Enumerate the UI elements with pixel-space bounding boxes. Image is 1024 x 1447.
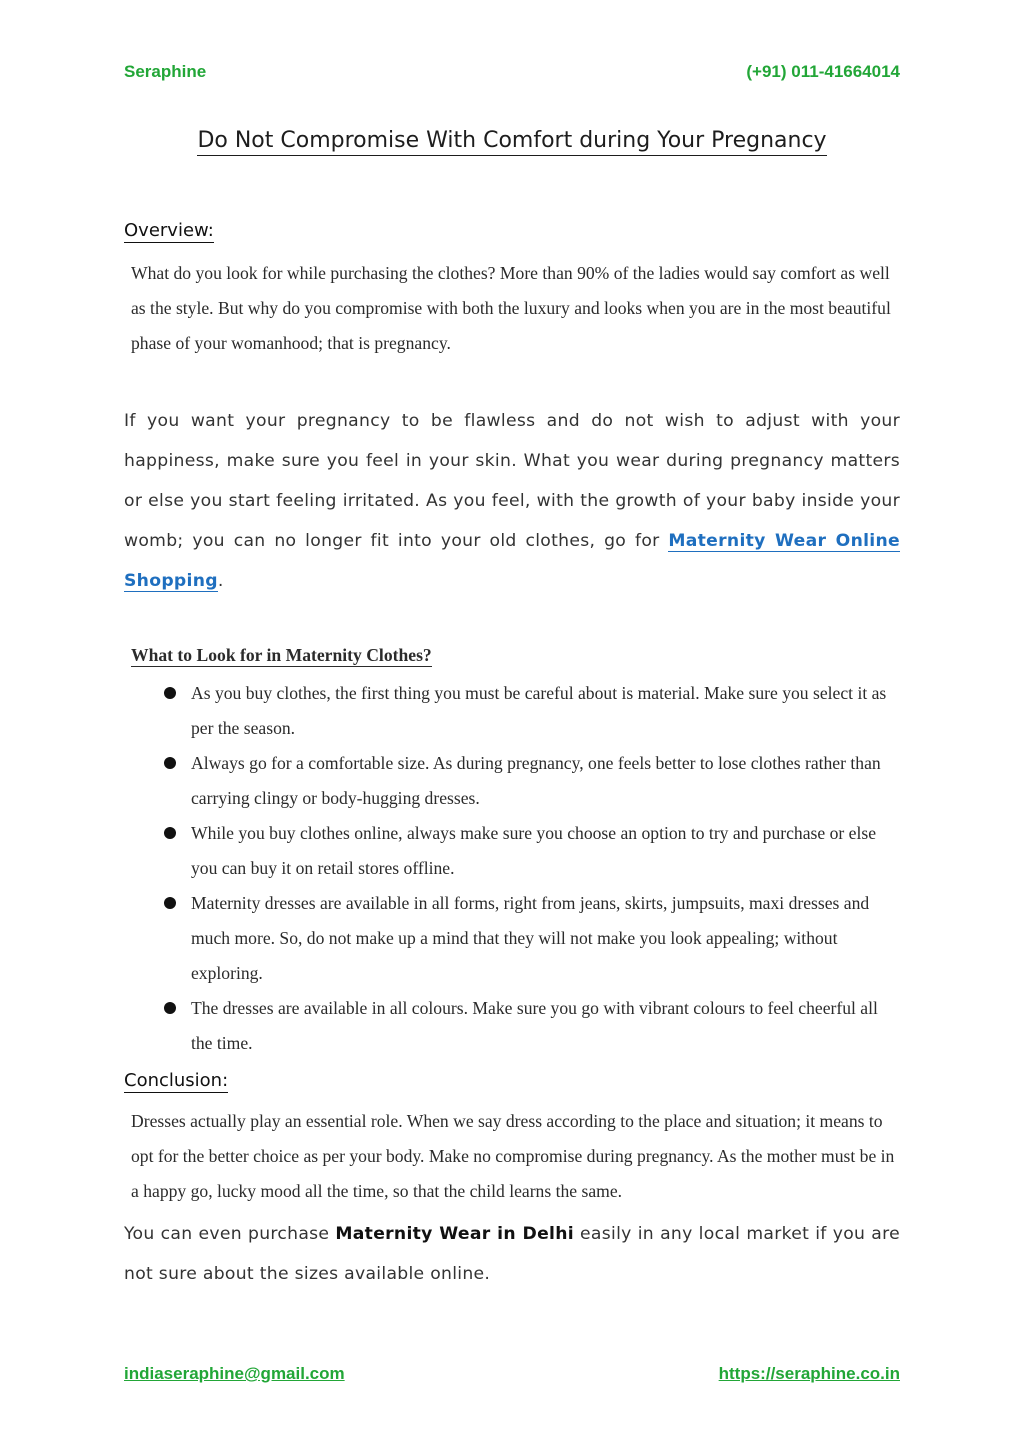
bullet-icon: [164, 1002, 176, 1014]
bullet-icon: [164, 687, 176, 699]
list-item-text: As you buy clothes, the first thing you must be careful about is material. Make sure you select it as per the season.: [191, 683, 887, 738]
maternity-clothes-heading: What to Look for in Maternity Clothes?: [131, 645, 432, 665]
list-item: [160, 991, 897, 1061]
paragraph-delhi-post: easily in any local market if you are not sure about the sizes available online.: [124, 1224, 900, 1284]
list-item-text: The dresses are available in all colours. Make sure you go with vibrant colours to feel cheerful all the time.: [191, 998, 878, 1053]
maternity-wear-online-shopping-link[interactable]: Maternity Wear Online Shopping: [124, 531, 900, 591]
conclusion-text: Dresses actually play an essential role. When we say dress according to the place and situation; it means to opt for the better choice as per your body. Make no compromise during pregnancy. As the mother must be in a happy go, lucky mood all the time, so that the child learns the same.: [131, 1111, 895, 1201]
list-item: [160, 676, 897, 746]
list-item: [160, 746, 897, 816]
paragraph-delhi: [124, 1214, 900, 1294]
paragraph-text: If you want your pregnancy to be flawless and do not wish to adjust with your happiness, make sure you feel in your skin. What you wear during pregnancy matters or else you start feeling irritated. As you feel, with the growth of your baby inside your womb; you can no longer fit into your old clothes, go for: [124, 411, 900, 551]
maternity-tips-list: [160, 676, 897, 1061]
website-link[interactable]: https://seraphine.co.in: [718, 1364, 900, 1383]
list-item: [160, 816, 897, 886]
paragraph-maternity-shopping: [124, 401, 900, 601]
list-item-text: Always go for a comfortable size. As during pregnancy, one feels better to lose clothes rather than carrying clingy or body-hugging dresses.: [191, 753, 881, 808]
brand-name: Seraphine: [124, 62, 207, 81]
bullet-icon: [164, 827, 176, 839]
overview-text: What do you look for while purchasing the clothes? More than 90% of the ladies would say comfort as well as the style. But why do you compromise with both the luxury and looks when you are in the most beautiful phase of your womanhood; that is pregnancy.: [131, 263, 891, 353]
list-item: [160, 886, 897, 991]
overview-heading: Overview:: [124, 220, 214, 241]
page-title-text: Do Not Compromise With Comfort during Your Pregnancy: [197, 128, 826, 156]
bullet-icon: [164, 757, 176, 769]
list-item-text: While you buy clothes online, always make sure you choose an option to try and purchase or else you can buy it on retail stores offline.: [191, 823, 876, 878]
page-title: [0, 128, 1024, 153]
paragraph-end: .: [217, 571, 224, 591]
maternity-wear-delhi-text: Maternity Wear in Delhi: [335, 1224, 574, 1244]
paragraph-delhi-pre: You can even purchase: [124, 1224, 336, 1244]
list-item-text: Maternity dresses are available in all forms, right from jeans, skirts, jumpsuits, maxi dresses and much more. So, do not make up a mind that they will not make you look appealing; without exploring.: [191, 893, 870, 983]
phone-number: (+91) 011-41664014: [746, 62, 900, 81]
conclusion-heading: Conclusion:: [124, 1070, 229, 1091]
bullet-icon: [164, 897, 176, 909]
email-link[interactable]: indiaseraphine@gmail.com: [124, 1364, 345, 1383]
